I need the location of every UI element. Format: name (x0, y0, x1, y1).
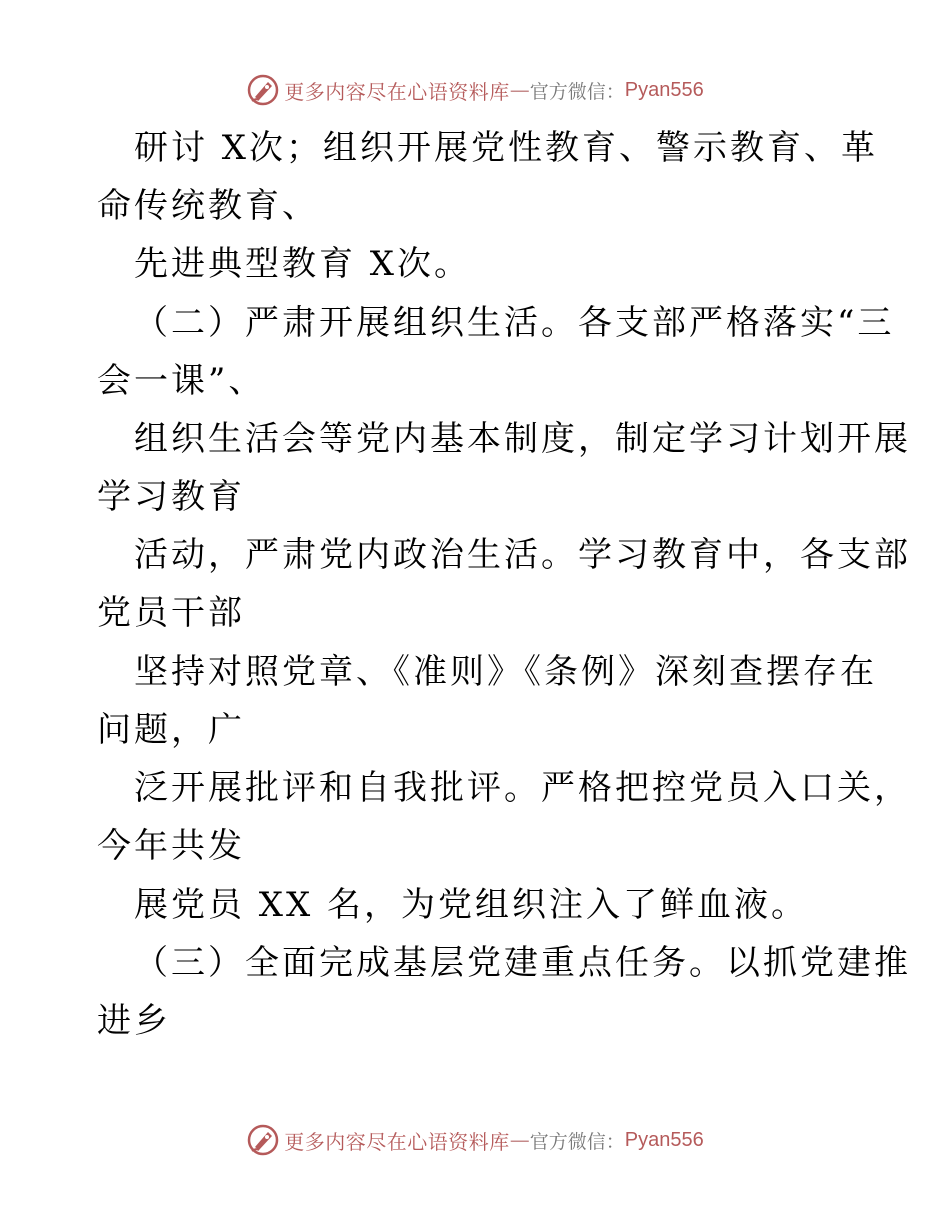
text-line: 展党员 XX 名，为党组织注入了鲜血液。 (134, 885, 809, 925)
text-line: 活动，严肃党内政治生活。学习教育中，各支部 (134, 535, 911, 575)
watermark-title: 更多内容尽在心语资料库 (284, 1129, 510, 1154)
footer-watermark (0, 1120, 950, 1160)
watermark-wechat-id: Pyan556 (624, 78, 704, 101)
header-watermark (0, 70, 950, 110)
text-line: 今年共发 (97, 826, 245, 866)
text-line: 问题，广 (97, 710, 245, 750)
text-line: 党员干部 (97, 593, 245, 633)
pen-nib-icon (246, 1123, 280, 1157)
pen-nib-icon (246, 73, 280, 107)
text-line: 命传统教育、 (97, 186, 319, 226)
text-line: （三）全面完成基层党建重点任务。以抓党建推 (134, 943, 911, 983)
text-line: （二）严肃开展组织生活。各支部严格落实“三 (134, 303, 895, 343)
text-line: 组织生活会等党内基本制度，制定学习计划开展 (134, 419, 911, 459)
watermark-label: 官方微信： (529, 1130, 625, 1153)
text-line: 会一课”、 (97, 361, 266, 401)
text-line: 进乡 (97, 1001, 171, 1041)
watermark-separator: — (509, 1128, 530, 1152)
text-line: 泛开展批评和自我批评。严格把控党员入口关， (134, 768, 911, 808)
watermark-wechat-id: Pyan556 (624, 1128, 704, 1151)
text-line: 坚持对照党章、《准则》《条例》深刻查摆存在 (134, 652, 877, 692)
text-line: 先进典型教育 X次。 (134, 244, 472, 284)
watermark-label: 官方微信： (529, 80, 625, 103)
watermark-separator: — (509, 78, 530, 102)
text-line: 学习教育 (97, 477, 245, 517)
watermark-title: 更多内容尽在心语资料库 (284, 79, 510, 104)
text-line: 研讨 X次；组织开展党性教育、警示教育、革 (134, 128, 879, 168)
